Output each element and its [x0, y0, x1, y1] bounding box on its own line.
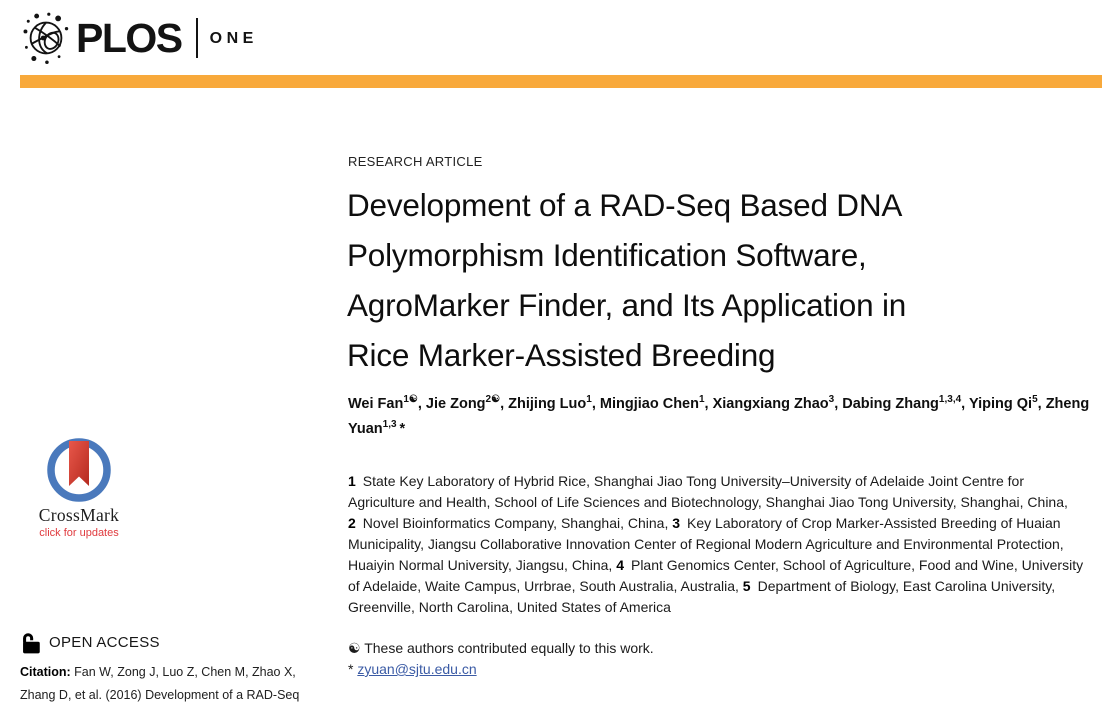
logo-divider	[196, 18, 198, 58]
citation	[20, 661, 328, 707]
author: Dabing Zhang$^{1,3,4}$,	[842, 394, 969, 412]
crossmark-label: CrossMark	[38, 505, 120, 525]
plos-wordmark: PLOS	[76, 15, 182, 61]
crossmark-icon	[47, 438, 111, 502]
yin-yang-icon: ☯	[348, 640, 361, 656]
open-access-badge	[20, 631, 160, 654]
article-type-kicker: RESEARCH ARTICLE	[348, 154, 483, 169]
affiliation-number: 2	[348, 515, 356, 531]
affiliation-number: 4	[616, 557, 624, 573]
title-line: Development of a RAD-Seq Based DNA	[347, 187, 903, 223]
author: Mingjiao Chen$^1$,	[599, 394, 713, 412]
author: Zhijing Luo$^1$,	[508, 394, 600, 412]
title-line: AgroMarker Finder, and Its Application in	[347, 287, 907, 323]
open-access-label: OPEN ACCESS	[49, 634, 160, 651]
citation-label: Citation:	[20, 665, 71, 679]
equal-contribution-note	[348, 640, 654, 657]
article-title	[347, 180, 1087, 380]
corresponding-author-symbol: *	[348, 661, 354, 677]
equal-note-text: These authors contributed equally to this work.	[360, 640, 654, 656]
journal-accent-bar	[20, 75, 1102, 88]
plos-one-logo	[18, 10, 258, 66]
author: Yiping Qi$^5$,	[968, 394, 1046, 412]
author: Wei Fan$^{1☯}$,	[348, 394, 426, 412]
citation-text: Fan W, Zong J, Luo Z, Chen M, Zhao X, Zhang D, et al. (2016) Development of a RAD-Seq	[20, 665, 300, 702]
author: Zheng Yuan$^{1,3}$ *	[348, 396, 1090, 437]
author: Xiangxiang Zhao$^3$,	[712, 394, 843, 412]
corresponding-email-link[interactable]: zyuan@sjtu.edu.cn	[357, 661, 477, 677]
correspondence-line	[348, 661, 477, 677]
title-line: Polymorphism Identification Software,	[347, 237, 867, 273]
affiliations: 1 State Key Laboratory of Hybrid Rice, Shanghai Jiao Tong University–University of Adelaide Joint Centre for Agriculture and Health, School of Life Sciences and Biotechnology, Shanghai Jiao Tong University, Shanghai, China, 2 Novel Bioinformatics Company, Shanghai, China, 3 Key Laboratory of Crop Marker-Assisted Breeding of Huaian Municipality, Jiangsu Collaborative Innovation Center of Regional Modern Agriculture and Environmental Protection, Huaiyin Normal University, Jiangsu, China, 4 Plant Genomics Center, School of Agriculture, Food and Wine, University of Adelaide, Waite Campus, Urrbrae, South Australia, Australia, 5 Department of Biology, East Carolina University, Greenville, North Carolina, United States of America	[348, 473, 1084, 615]
crossmark-click-for-updates[interactable]: click for updates	[39, 527, 119, 539]
affiliation-number: 3	[672, 515, 681, 531]
open-lock-icon	[20, 631, 41, 654]
crossmark-badge[interactable]	[20, 438, 138, 539]
affiliation-number: 5	[742, 578, 751, 594]
author: Jie Zong$^{2☯}$,	[425, 394, 509, 412]
title-line: Rice Marker-Assisted Breeding	[347, 337, 776, 373]
one-wordmark: ONE	[209, 30, 258, 47]
affiliation-number: 1	[348, 473, 356, 489]
plos-globe-icon	[18, 10, 74, 66]
author-list	[348, 392, 1090, 442]
